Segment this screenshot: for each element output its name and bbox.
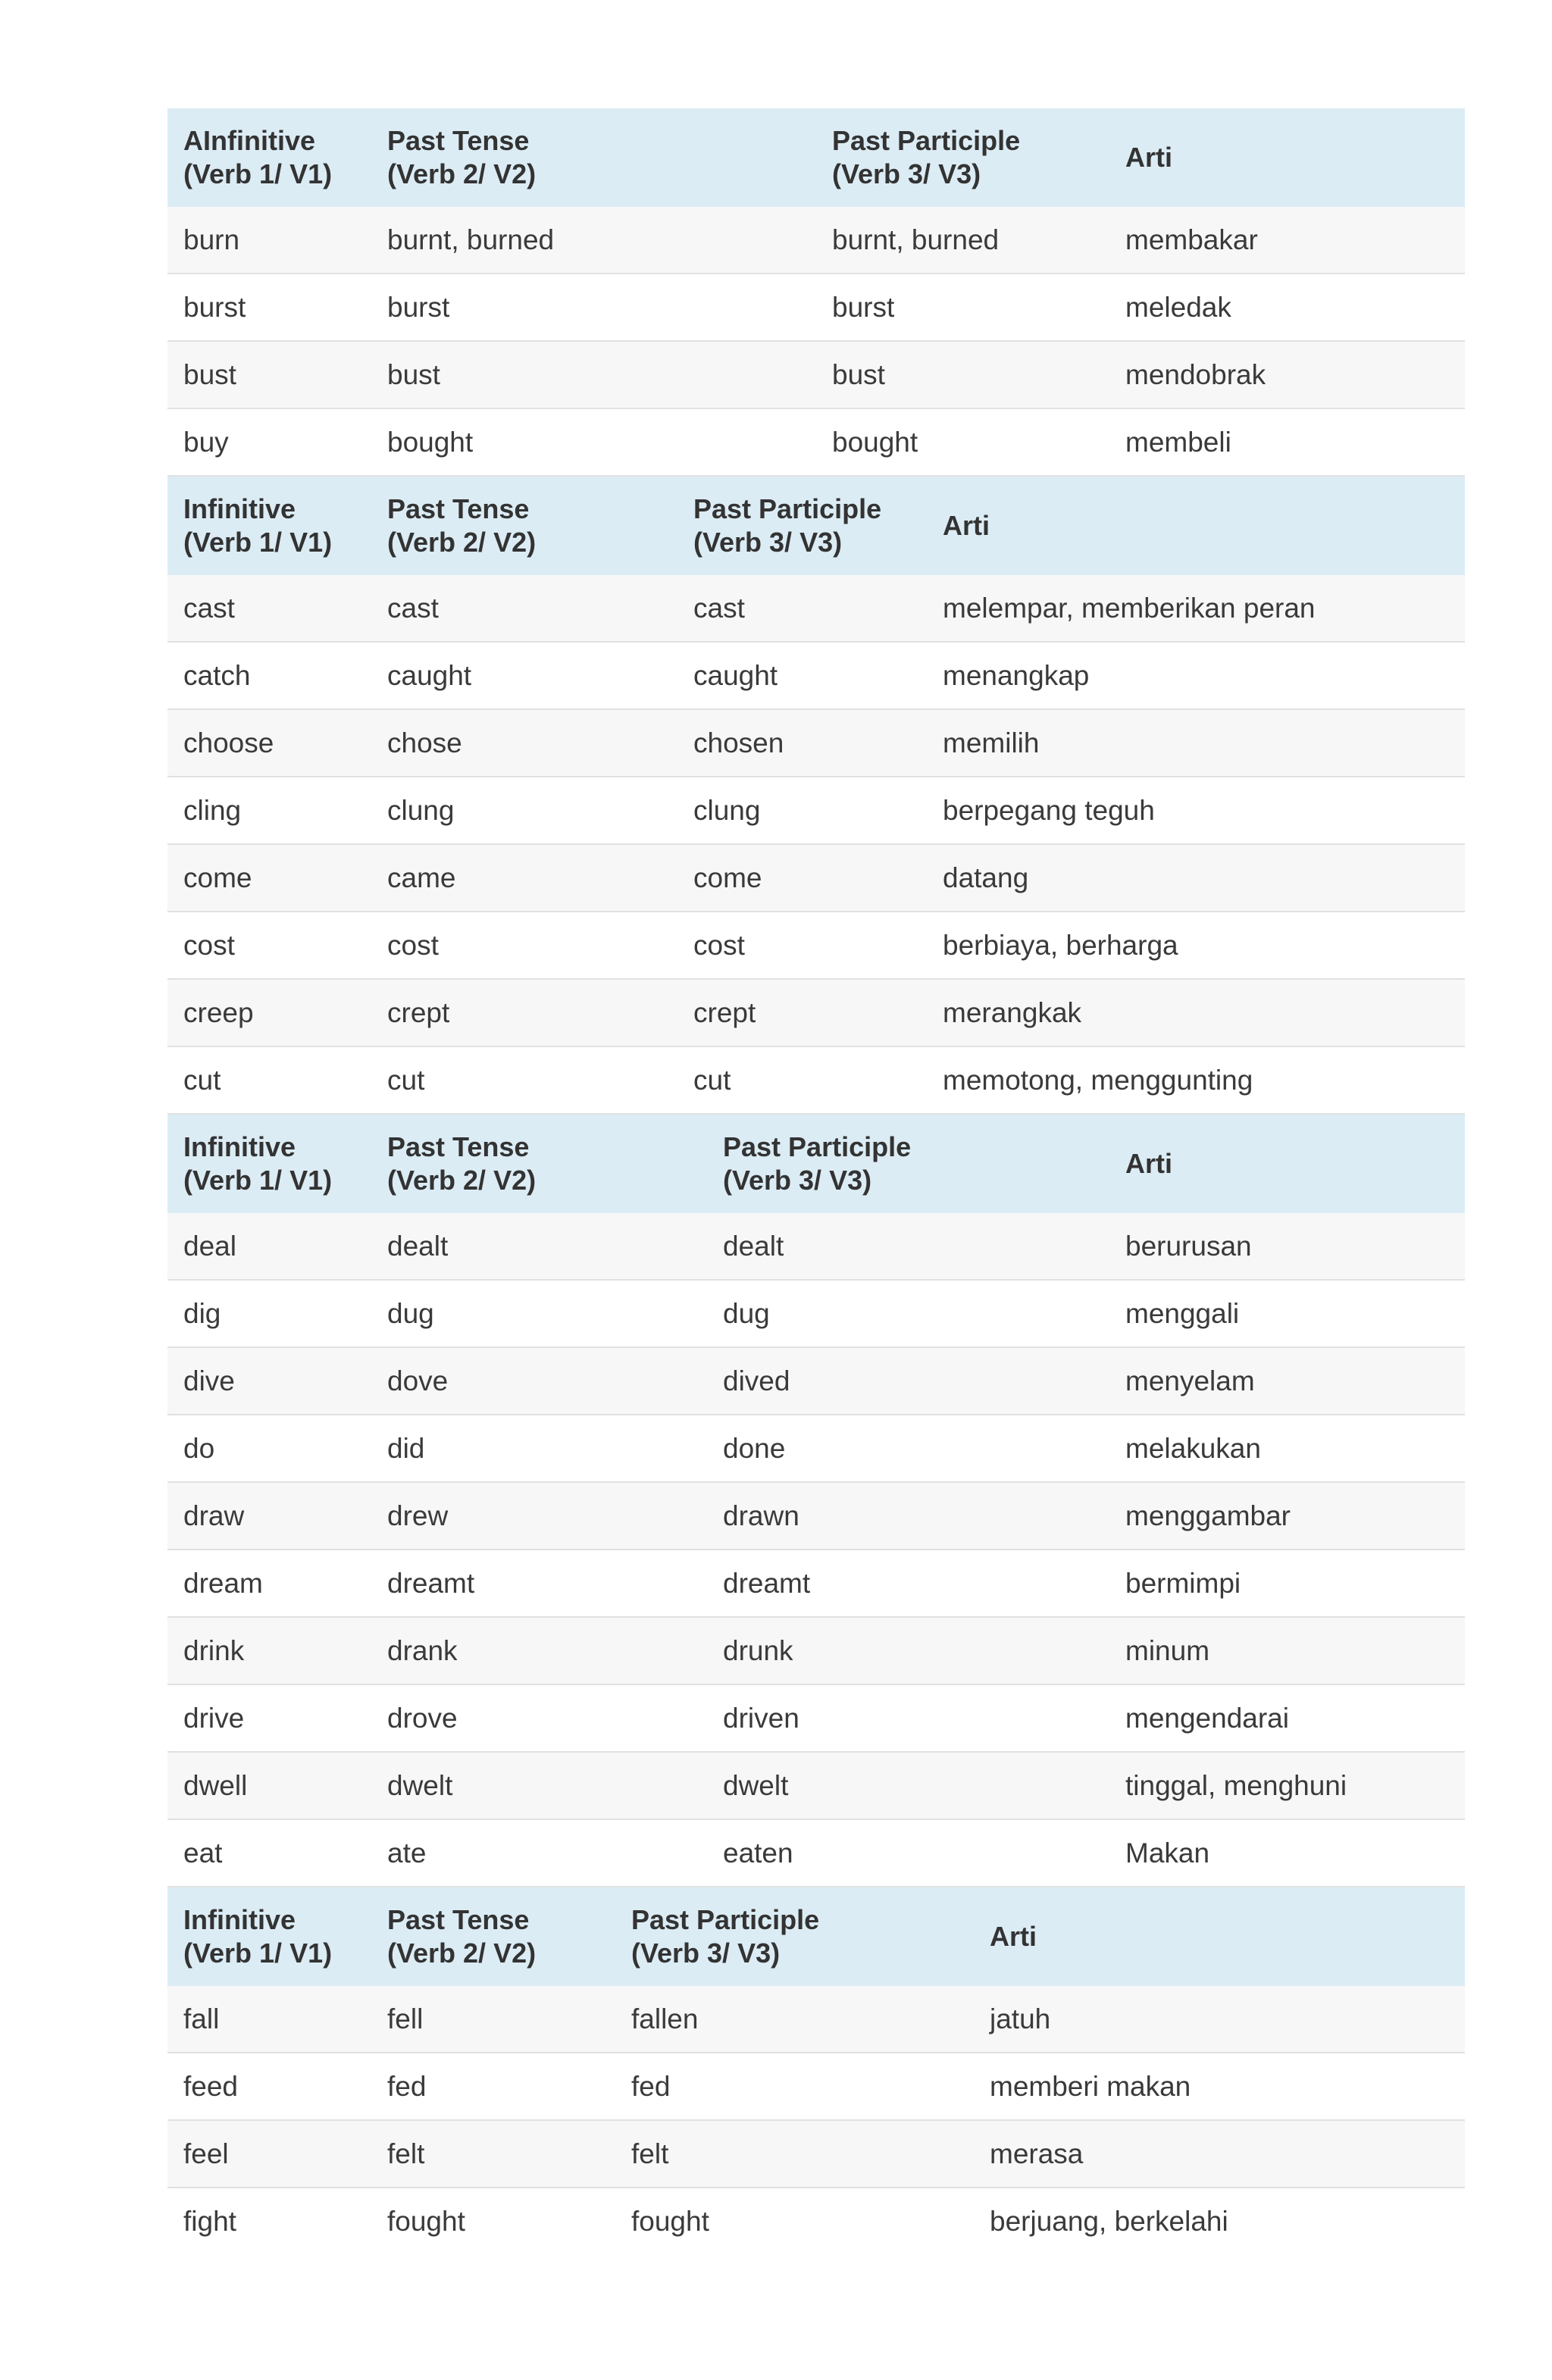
cell-past-participle: bought xyxy=(832,426,918,458)
header-cell-container xyxy=(167,1114,1465,1213)
row-cell-container xyxy=(167,844,1465,912)
row-cell-container xyxy=(167,1684,1465,1752)
row-cell-container xyxy=(167,1986,1465,2053)
header-cell-container xyxy=(167,108,1465,207)
cell-infinitive: dig xyxy=(183,1297,221,1329)
cell-arti: berurusan xyxy=(1125,1230,1252,1262)
cell-past-tense: drove xyxy=(387,1702,458,1734)
cell-infinitive: feed xyxy=(183,2070,239,2102)
table-row xyxy=(167,709,1465,777)
cell-past-tense: dwelt xyxy=(387,1769,453,1801)
cell-arti: mengendarai xyxy=(1125,1702,1289,1734)
column-header-line: (Verb 3/ V3) xyxy=(723,1165,872,1196)
column-header-arti xyxy=(927,509,1465,543)
table-row xyxy=(167,1347,1465,1415)
table-row xyxy=(167,1213,1465,1280)
row-cell-container xyxy=(167,1482,1465,1550)
cell-past-participle: dwelt xyxy=(723,1769,789,1801)
row-cell-container xyxy=(167,1347,1465,1415)
column-header-line: Past Tense xyxy=(387,1131,530,1162)
row-cell-container xyxy=(167,1819,1465,1887)
cell-past-tense: ate xyxy=(387,1837,427,1869)
column-header-past-tense xyxy=(371,1131,707,1197)
cell-past-tense: came xyxy=(387,862,456,893)
cell-arti: merasa xyxy=(990,2138,1084,2169)
cell-past-tense: dealt xyxy=(387,1230,449,1262)
cell-infinitive: drink xyxy=(183,1634,245,1666)
table-row xyxy=(167,912,1465,979)
column-header-arti xyxy=(1109,1147,1465,1181)
column-header-line: Past Tense xyxy=(387,1904,530,1935)
column-header-line: Infinitive xyxy=(183,493,296,524)
cell-past-participle: cost xyxy=(693,929,745,961)
cell-past-participle: dreamt xyxy=(723,1567,811,1599)
cell-past-participle: dug xyxy=(723,1297,770,1329)
cell-past-participle: burst xyxy=(832,291,895,323)
cell-past-participle: come xyxy=(693,862,762,893)
table-row xyxy=(167,979,1465,1046)
cell-infinitive: cast xyxy=(183,592,235,624)
cell-infinitive: choose xyxy=(183,727,274,758)
cell-past-tense: clung xyxy=(387,794,455,826)
table-row xyxy=(167,2053,1465,2120)
cell-infinitive: do xyxy=(183,1432,215,1464)
cell-infinitive: burst xyxy=(183,291,246,323)
cell-arti: bermimpi xyxy=(1125,1567,1241,1599)
cell-past-tense: fell xyxy=(387,2003,424,2034)
cell-arti: tinggal, menghuni xyxy=(1125,1769,1347,1801)
column-header-arti xyxy=(1109,141,1465,174)
cell-past-participle: eaten xyxy=(723,1837,793,1869)
cell-arti: menyelam xyxy=(1125,1365,1255,1396)
cell-past-participle: cut xyxy=(693,1064,731,1096)
cell-past-tense: did xyxy=(387,1432,425,1464)
column-header-arti xyxy=(974,1920,1465,1953)
cell-arti: memberi makan xyxy=(990,2070,1191,2102)
column-header-line: (Verb 2/ V2) xyxy=(387,158,537,189)
table-row xyxy=(167,1684,1465,1752)
cell-infinitive: deal xyxy=(183,1230,236,1262)
column-header-past-tense xyxy=(371,1903,615,1970)
row-cell-container xyxy=(167,1280,1465,1347)
cell-arti: berbiaya, berharga xyxy=(943,929,1178,961)
column-header-line: Past Tense xyxy=(387,125,530,156)
cell-past-tense: cast xyxy=(387,592,439,624)
cell-arti: mendobrak xyxy=(1125,358,1266,390)
cell-past-participle: clung xyxy=(693,794,761,826)
column-header-line: Past Participle xyxy=(723,1131,912,1162)
column-header-line: (Verb 2/ V2) xyxy=(387,1165,537,1196)
column-header-line: Infinitive xyxy=(183,1904,296,1935)
verb-table-body xyxy=(167,108,1465,2254)
cell-past-participle: dealt xyxy=(723,1230,784,1262)
table-row xyxy=(167,1046,1465,1114)
cell-past-tense: caught xyxy=(387,659,472,691)
column-header-infinitive xyxy=(167,1903,371,1970)
cell-past-tense: burnt, burned xyxy=(387,224,555,255)
column-header-line: Infinitive xyxy=(183,1131,296,1162)
table-row xyxy=(167,408,1465,476)
row-cell-container xyxy=(167,1617,1465,1684)
table-row xyxy=(167,844,1465,912)
cell-arti: jatuh xyxy=(990,2003,1051,2034)
row-cell-container xyxy=(167,2188,1465,2254)
cell-arti: melempar, memberikan peran xyxy=(943,592,1316,624)
column-header-past-participle xyxy=(707,1131,1109,1197)
cell-infinitive: draw xyxy=(183,1500,245,1531)
cell-infinitive: fight xyxy=(183,2205,236,2237)
row-cell-container xyxy=(167,207,1465,274)
cell-past-participle: felt xyxy=(631,2138,669,2169)
cell-arti: Makan xyxy=(1125,1837,1210,1869)
table-row xyxy=(167,777,1465,844)
row-cell-container xyxy=(167,979,1465,1046)
cell-arti: menggali xyxy=(1125,1297,1240,1329)
cell-infinitive: feel xyxy=(183,2138,229,2169)
cell-arti: membakar xyxy=(1125,224,1258,255)
column-header-past-participle xyxy=(816,124,1109,191)
column-header-infinitive xyxy=(167,493,371,559)
table-row xyxy=(167,1482,1465,1550)
table-row xyxy=(167,341,1465,408)
cell-past-tense: felt xyxy=(387,2138,425,2169)
column-header-line: (Verb 3/ V3) xyxy=(631,1937,781,1969)
cell-arti: menangkap xyxy=(943,659,1090,691)
verb-table xyxy=(167,108,1465,2254)
row-cell-container xyxy=(167,777,1465,844)
column-header-infinitive xyxy=(167,1131,371,1197)
cell-past-participle: chosen xyxy=(693,727,784,758)
row-cell-container xyxy=(167,2120,1465,2188)
cell-past-tense: crept xyxy=(387,996,450,1028)
table-row xyxy=(167,642,1465,709)
cell-arti: melakukan xyxy=(1125,1432,1261,1464)
table-row xyxy=(167,274,1465,341)
column-header-line: (Verb 1/ V1) xyxy=(183,1165,333,1196)
column-header-line: (Verb 1/ V1) xyxy=(183,158,333,189)
row-cell-container xyxy=(167,1752,1465,1819)
cell-past-participle: dived xyxy=(723,1365,790,1396)
cell-infinitive: fall xyxy=(183,2003,220,2034)
table-row xyxy=(167,1280,1465,1347)
cell-infinitive: bust xyxy=(183,358,236,390)
cell-arti: merangkak xyxy=(943,996,1082,1028)
section-header-row xyxy=(167,1887,1465,1986)
cell-past-tense: dove xyxy=(387,1365,449,1396)
section-header-row xyxy=(167,1114,1465,1213)
cell-infinitive: dive xyxy=(183,1365,235,1396)
cell-past-tense: fought xyxy=(387,2205,465,2237)
verb-table-page xyxy=(167,108,1465,2254)
cell-arti: menggambar xyxy=(1125,1500,1291,1531)
cell-arti: minum xyxy=(1125,1634,1210,1666)
cell-arti: memotong, menggunting xyxy=(943,1064,1253,1096)
column-header-past-tense xyxy=(371,124,816,191)
cell-past-participle: bust xyxy=(832,358,885,390)
column-header-past-participle xyxy=(615,1903,974,1970)
row-cell-container xyxy=(167,2053,1465,2120)
column-header-line: (Verb 3/ V3) xyxy=(832,158,981,189)
table-row xyxy=(167,1550,1465,1617)
table-row xyxy=(167,2120,1465,2188)
cell-past-participle: done xyxy=(723,1432,786,1464)
row-cell-container xyxy=(167,709,1465,777)
cell-infinitive: buy xyxy=(183,426,229,458)
header-cell-container xyxy=(167,476,1465,575)
column-header-line: (Verb 1/ V1) xyxy=(183,527,333,558)
column-header-line: (Verb 3/ V3) xyxy=(693,527,843,558)
cell-past-tense: burst xyxy=(387,291,450,323)
column-header-line: (Verb 1/ V1) xyxy=(183,1937,333,1969)
row-cell-container xyxy=(167,575,1465,642)
cell-arti: meledak xyxy=(1125,291,1231,323)
column-header-line: Arti xyxy=(990,1921,1037,1952)
row-cell-container xyxy=(167,642,1465,709)
section-header-row xyxy=(167,108,1465,207)
row-cell-container xyxy=(167,1046,1465,1114)
cell-infinitive: drive xyxy=(183,1702,245,1734)
cell-infinitive: creep xyxy=(183,996,254,1028)
cell-infinitive: burn xyxy=(183,224,240,255)
table-row xyxy=(167,1415,1465,1482)
row-cell-container xyxy=(167,341,1465,408)
cell-past-tense: drank xyxy=(387,1634,458,1666)
cell-past-tense: chose xyxy=(387,727,462,758)
header-cell-container xyxy=(167,1887,1465,1986)
column-header-line: Past Participle xyxy=(631,1904,820,1935)
table-row xyxy=(167,1617,1465,1684)
row-cell-container xyxy=(167,1415,1465,1482)
column-header-past-participle xyxy=(677,493,927,559)
row-cell-container xyxy=(167,912,1465,979)
column-header-past-tense xyxy=(371,493,677,559)
column-header-line: Past Tense xyxy=(387,493,530,524)
cell-past-participle: drunk xyxy=(723,1634,793,1666)
cell-arti: membeli xyxy=(1125,426,1231,458)
column-header-line: Past Participle xyxy=(832,125,1021,156)
cell-past-participle: caught xyxy=(693,659,778,691)
cell-past-participle: cast xyxy=(693,592,745,624)
cell-past-tense: bought xyxy=(387,426,474,458)
cell-infinitive: catch xyxy=(183,659,251,691)
column-header-line: (Verb 2/ V2) xyxy=(387,527,537,558)
cell-arti: berjuang, berkelahi xyxy=(990,2205,1228,2237)
cell-arti: memilih xyxy=(943,727,1040,758)
row-cell-container xyxy=(167,1550,1465,1617)
column-header-line: Past Participle xyxy=(693,493,882,524)
column-header-line: (Verb 2/ V2) xyxy=(387,1937,537,1969)
cell-infinitive: cost xyxy=(183,929,235,961)
cell-past-tense: dreamt xyxy=(387,1567,475,1599)
column-header-line: AInfinitive xyxy=(183,125,316,156)
row-cell-container xyxy=(167,1213,1465,1280)
cell-past-tense: drew xyxy=(387,1500,449,1531)
cell-arti: berpegang teguh xyxy=(943,794,1155,826)
table-row xyxy=(167,575,1465,642)
cell-infinitive: dwell xyxy=(183,1769,248,1801)
cell-infinitive: eat xyxy=(183,1837,223,1869)
cell-past-participle: fallen xyxy=(631,2003,699,2034)
cell-past-participle: driven xyxy=(723,1702,799,1734)
table-row xyxy=(167,1819,1465,1887)
table-row xyxy=(167,2188,1465,2254)
column-header-line: Arti xyxy=(1125,1148,1172,1179)
cell-past-tense: cost xyxy=(387,929,439,961)
column-header-line: Arti xyxy=(943,510,990,541)
row-cell-container xyxy=(167,408,1465,476)
column-header-line: Arti xyxy=(1125,142,1172,173)
table-row xyxy=(167,207,1465,274)
table-row xyxy=(167,1986,1465,2053)
cell-past-participle: crept xyxy=(693,996,756,1028)
cell-infinitive: come xyxy=(183,862,252,893)
cell-past-participle: fed xyxy=(631,2070,671,2102)
row-cell-container xyxy=(167,274,1465,341)
section-header-row xyxy=(167,476,1465,575)
cell-past-tense: dug xyxy=(387,1297,434,1329)
cell-past-tense: bust xyxy=(387,358,440,390)
cell-infinitive: cling xyxy=(183,794,242,826)
cell-past-participle: fought xyxy=(631,2205,709,2237)
cell-infinitive: dream xyxy=(183,1567,263,1599)
cell-past-tense: cut xyxy=(387,1064,425,1096)
cell-arti: datang xyxy=(943,862,1029,893)
column-header-infinitive xyxy=(167,124,371,191)
cell-past-participle: burnt, burned xyxy=(832,224,1000,255)
cell-past-participle: drawn xyxy=(723,1500,799,1531)
cell-past-tense: fed xyxy=(387,2070,427,2102)
table-row xyxy=(167,1752,1465,1819)
cell-infinitive: cut xyxy=(183,1064,221,1096)
